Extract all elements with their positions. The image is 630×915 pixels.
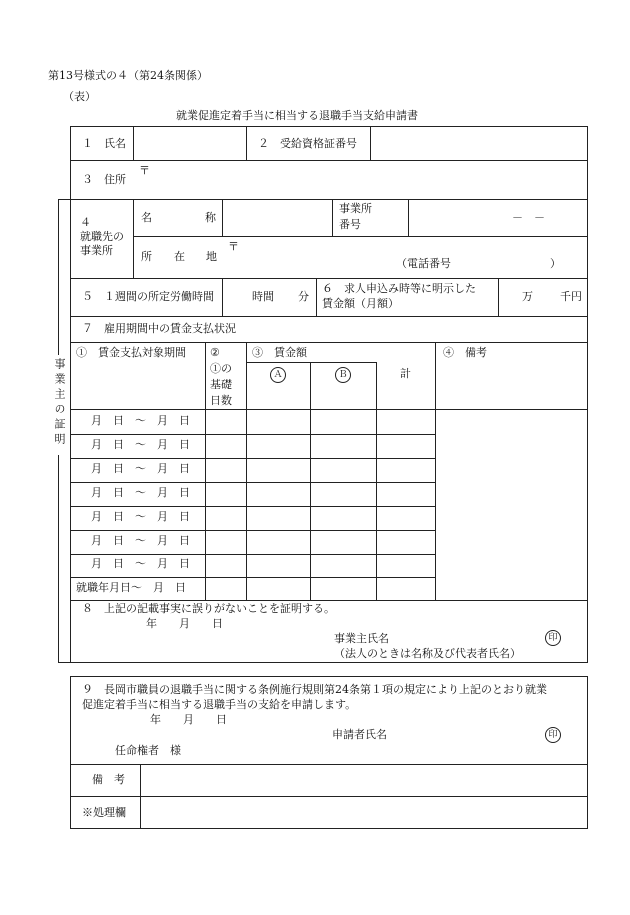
period-row: 月 日 ～ 月 日 bbox=[91, 438, 190, 451]
period-row: 月 日 ～ 月 日 bbox=[91, 534, 190, 547]
address-postal-mark: 〒 bbox=[139, 164, 150, 177]
weekly-hours-field[interactable] bbox=[223, 279, 315, 315]
name-field[interactable] bbox=[134, 127, 245, 159]
processing-label: ※処理欄 bbox=[82, 806, 126, 819]
workplace-location-label-c: 地 bbox=[206, 250, 217, 263]
name-label: １ 氏名 bbox=[82, 137, 126, 150]
wage-period-header: ① 賃金支払対象期間 bbox=[76, 346, 186, 359]
workplace-location-label-a: 所 bbox=[141, 250, 152, 263]
processing-field[interactable] bbox=[141, 797, 587, 828]
office-number-dashes: － － bbox=[512, 211, 545, 224]
wage-column-b-header: Ｂ bbox=[335, 367, 351, 383]
applicant-seal-mark: 印 bbox=[545, 727, 561, 743]
weekly-hours-unit-minutes: 分 bbox=[298, 290, 309, 303]
certificate-number-field[interactable] bbox=[371, 127, 587, 159]
wage-total-header: 計 bbox=[400, 367, 411, 380]
workplace-name-label-a: 名 bbox=[141, 211, 152, 224]
employer-name-note: （法人のときは名称及び代表者氏名） bbox=[334, 647, 521, 660]
remarks-label: 備 考 bbox=[92, 773, 125, 786]
offered-wage-unit-man: 万 bbox=[522, 290, 533, 303]
offered-wage-unit-thousand: 千円 bbox=[560, 290, 582, 303]
form-title: 就業促進定着手当に相当する退職手当支給申請書 bbox=[176, 109, 418, 122]
office-number-field[interactable] bbox=[409, 200, 587, 235]
offered-wage-label-line2: 賃金額（月額） bbox=[322, 297, 399, 310]
certification-statement: ８ 上記の記載事実に誤りがないことを証明する。 bbox=[82, 602, 335, 615]
base-days-header-line2: ①の bbox=[210, 362, 232, 375]
phone-number-label: （電話番号 ） bbox=[396, 257, 561, 270]
certificate-number-label: ２ 受給資格証番号 bbox=[258, 137, 357, 150]
workplace-name-field[interactable] bbox=[223, 200, 331, 235]
application-date: 年 月 日 bbox=[150, 713, 227, 726]
weekly-hours-unit-hours: 時間 bbox=[252, 290, 274, 303]
base-days-header-line4: 日数 bbox=[210, 394, 232, 407]
employer-name-label: 事業主氏名 bbox=[334, 632, 389, 645]
address-field[interactable] bbox=[134, 161, 587, 198]
period-row-employment-start: 就職年月日～ 月 日 bbox=[76, 581, 186, 594]
addressee: 任命権者 様 bbox=[115, 744, 181, 757]
period-row: 月 日 ～ 月 日 bbox=[91, 510, 190, 523]
wage-remarks-field[interactable] bbox=[436, 410, 587, 599]
remarks-column-header: ④ 備考 bbox=[443, 346, 487, 359]
application-statement-line1: ９ 長岡市職員の退職手当に関する条例施行規則第24条第１項の規定により上記のとおり就業 bbox=[82, 683, 547, 696]
workplace-location-label-b: 在 bbox=[174, 250, 185, 263]
office-number-label-line1: 事業所 bbox=[339, 202, 372, 215]
workplace-label-line2: 就職先の bbox=[80, 230, 124, 243]
employer-certification-label: 事業主の証明 bbox=[53, 358, 66, 448]
wage-amount-header: ③ 賃金額 bbox=[252, 346, 307, 359]
period-row: 月 日 ～ 月 日 bbox=[91, 414, 190, 427]
address-label: ３ 住所 bbox=[82, 173, 126, 186]
period-row: 月 日 ～ 月 日 bbox=[91, 462, 190, 475]
offered-wage-field[interactable] bbox=[499, 279, 587, 315]
form-side: （表） bbox=[63, 90, 96, 103]
wage-column-a-header: Ａ bbox=[270, 367, 286, 383]
application-statement-line2: 促進定着手当に相当する退職手当の支給を申請します。 bbox=[82, 698, 357, 711]
period-row: 月 日 ～ 月 日 bbox=[91, 486, 190, 499]
offered-wage-label-line1: ６ 求人申込み時等に明示した bbox=[322, 282, 476, 295]
remarks-field[interactable] bbox=[141, 765, 587, 795]
form-number: 第13号様式の４（第24条関係） bbox=[48, 69, 208, 82]
workplace-location-field[interactable] bbox=[223, 237, 587, 277]
base-days-header-line1: ② bbox=[210, 346, 220, 359]
workplace-label-number: ４ bbox=[80, 216, 91, 229]
workplace-name-label-b: 称 bbox=[205, 211, 216, 224]
certification-date: 年 月 日 bbox=[146, 617, 223, 630]
weekly-hours-label: ５ １週間の所定労働時間 bbox=[82, 290, 214, 303]
wage-status-label: ７ 雇用期間中の賃金支払状況 bbox=[82, 322, 236, 335]
applicant-name-label: 申請者氏名 bbox=[332, 728, 387, 741]
employer-seal-mark: 印 bbox=[545, 630, 561, 646]
office-number-label-line2: 番号 bbox=[339, 218, 361, 231]
period-row: 月 日 ～ 月 日 bbox=[91, 557, 190, 570]
workplace-postal-mark: 〒 bbox=[228, 240, 239, 253]
base-days-header-line3: 基礎 bbox=[210, 378, 232, 391]
workplace-label-line3: 事業所 bbox=[80, 244, 113, 257]
